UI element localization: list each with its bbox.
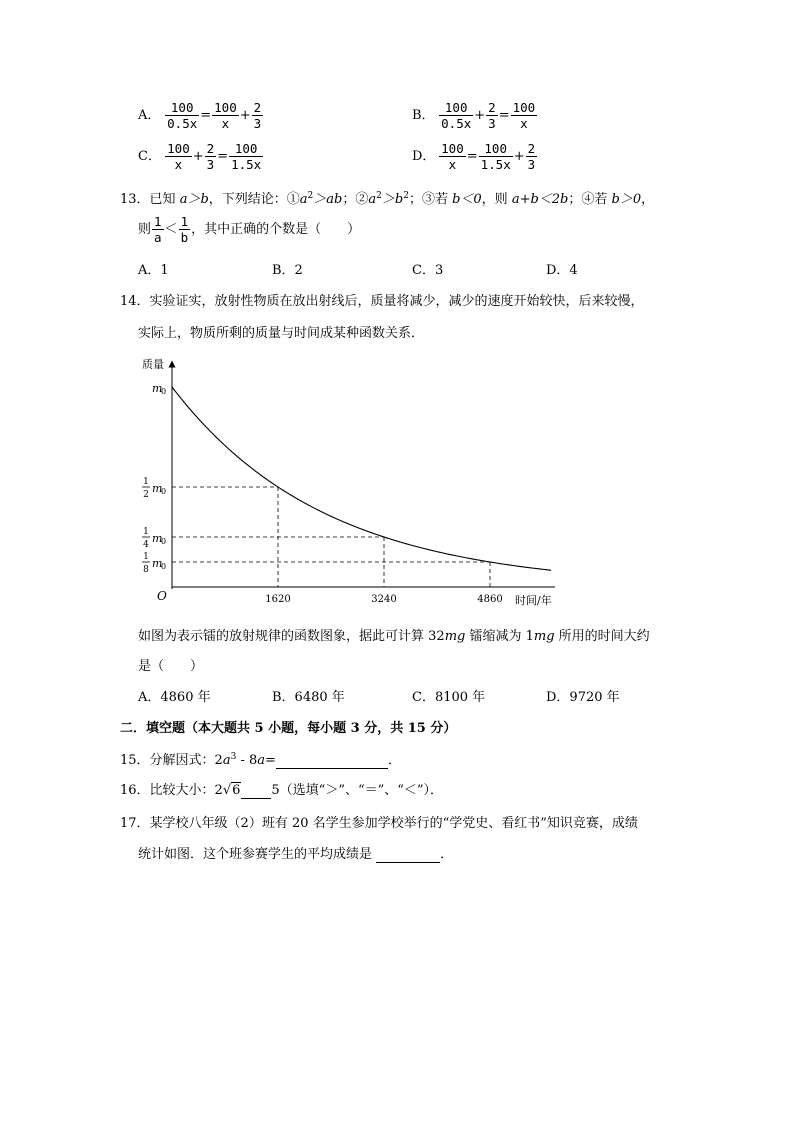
- x-axis-label: 时间/年: [515, 594, 552, 607]
- x-tick-label: 1620: [265, 594, 291, 605]
- q14-after-line2: 是（ ）: [138, 659, 204, 674]
- q15-answer-blank[interactable]: [276, 753, 388, 769]
- y-tick-sub: 0: [161, 537, 167, 546]
- q14-option-a: A．4860 年: [138, 690, 211, 705]
- x-tick-label: 3240: [371, 594, 397, 605]
- y-tick-m: m: [152, 382, 163, 395]
- q14-stem-line1: 14．实验证实，放射性物质在放出射线后，质量将减少，减少的速度开始较快，后来较慢，: [120, 294, 644, 309]
- q13-stem-line2: 则 $\frac{1}{a}$ ＜ $\frac{1}{b}$ ，其中正确的个数是（ ）: [138, 214, 361, 245]
- q17-line1: 17．某学校八年级（2）班有 20 名学生参加学校举行的“学党史、看红书”知识竞赛，成绩: [120, 816, 638, 831]
- q13-option-d: D．4: [546, 263, 578, 278]
- y-tick-frac-den: 2: [143, 490, 149, 500]
- q14-stem-line2: 实际上，物质所剩的质量与时间成某种函数关系．: [138, 326, 425, 341]
- q13-option-a: A．1: [138, 263, 169, 278]
- y-tick-m: m: [152, 557, 163, 570]
- q14-option-b: B．6480 年: [272, 690, 345, 705]
- q12-option-c: C． $\frac{100}{x}$ + $\frac{2}{3}$ = $\frac{100}{1.5x}$: [138, 141, 262, 172]
- section-heading: 二．填空题（本大题共 5 小题，每小题 3 分，共 15 分）: [120, 721, 457, 736]
- y-tick-frac-num: 1: [143, 477, 149, 487]
- y-tick-frac-den: 4: [143, 540, 149, 550]
- q17-answer-blank[interactable]: [376, 847, 440, 863]
- q12-option-d: D． $\frac{100}{x}$ = $\frac{100}{1.5x}$ + $\frac{2}{3}$: [412, 141, 536, 172]
- decay-curve: [172, 387, 551, 570]
- x-tick-label: 4860: [477, 594, 503, 605]
- y-tick-m: m: [152, 482, 163, 495]
- y-axis-label: 质量: [142, 358, 164, 371]
- q12-option-a: A． $\frac{100}{0.5x}$ = $\frac{100}{x}$ + $\frac{2}{3}$: [138, 100, 262, 131]
- y-tick-frac-den: 8: [143, 565, 149, 575]
- q15-line: 15．分解因式：$2a^3 - 8a=$ ．: [120, 752, 401, 768]
- q13-stem-line1: 13．已知 a＞b，下列结论：$①a^2>ab$；$②a^2>b^2$；③若 b＜0，则 a+b＜2b；④若 b＞0，: [120, 191, 655, 207]
- q16-line: 16．比较大小：2√6 5（选填“＞”、“＝”、“＜”）．: [120, 783, 444, 798]
- q14-option-d: D．9720 年: [546, 690, 620, 705]
- q16-answer-blank[interactable]: [241, 783, 271, 799]
- q17-line2: 统计如图．这个班参赛学生的平均成绩是 ．: [138, 847, 454, 862]
- q14-option-c: C．8100 年: [412, 690, 486, 705]
- y-tick-m: m: [152, 532, 163, 545]
- y-tick-frac-num: 1: [143, 552, 149, 562]
- y-tick-sub: 0: [161, 487, 167, 496]
- y-tick-frac-num: 1: [143, 527, 149, 537]
- q13-option-b: B．2: [272, 263, 303, 278]
- q14-after-line1: 如图为表示镭的放射规律的函数图象，据此可计算 32mg 镭缩减为 1mg 所用的时间大约: [138, 629, 650, 644]
- y-tick-sub: 0: [161, 387, 167, 396]
- sqrt-symbol: √6: [222, 783, 241, 798]
- origin-label: O: [157, 589, 167, 603]
- y-tick-sub: 0: [161, 562, 167, 571]
- q12-option-b: B． $\frac{100}{0.5x}$ + $\frac{2}{3}$ = $\frac{100}{x}$: [412, 100, 536, 131]
- q13-option-c: C．3: [412, 263, 444, 278]
